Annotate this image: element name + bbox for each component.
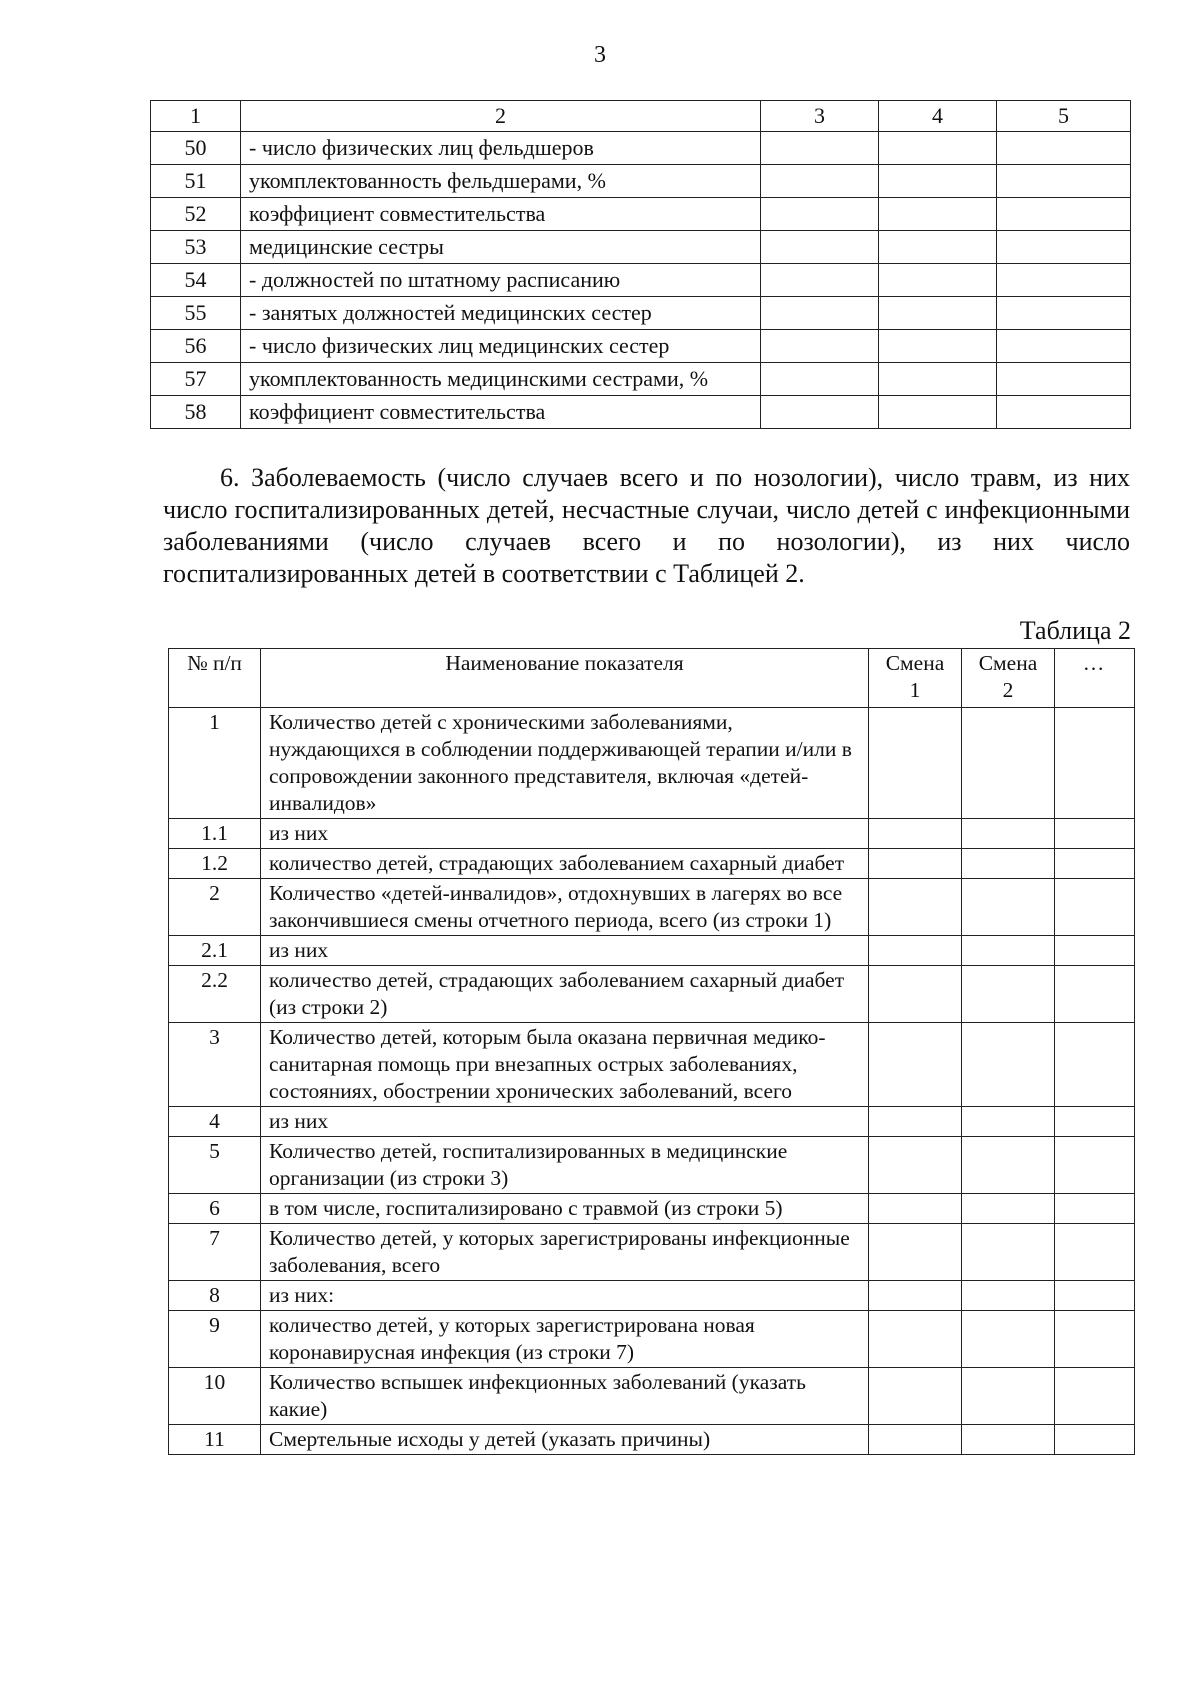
row-number: 51	[151, 165, 241, 198]
value-cell[interactable]	[962, 1107, 1055, 1137]
row-number: 1.2	[169, 849, 261, 879]
table1-header-col3: 3	[761, 101, 879, 132]
table2-header-num: № п/п	[169, 649, 261, 708]
value-cell[interactable]	[761, 396, 879, 429]
value-cell[interactable]	[761, 132, 879, 165]
value-cell[interactable]	[1055, 1224, 1135, 1281]
value-cell[interactable]	[869, 1425, 962, 1455]
value-cell[interactable]	[869, 1368, 962, 1425]
staffing-table	[150, 100, 1131, 429]
table-row	[169, 1425, 1135, 1455]
value-cell[interactable]	[879, 231, 997, 264]
shift2-label: Смена	[978, 651, 1038, 675]
value-cell[interactable]	[761, 363, 879, 396]
value-cell[interactable]	[997, 330, 1131, 363]
value-cell[interactable]	[761, 231, 879, 264]
shift1-label: Смена	[885, 651, 945, 675]
table-row	[151, 330, 1131, 363]
value-cell[interactable]	[869, 708, 962, 819]
value-cell[interactable]	[1055, 1281, 1135, 1311]
row-label: Количество детей, у которых зарегистрированы инфекционные заболевания, всего	[261, 1224, 869, 1281]
value-cell[interactable]	[879, 363, 997, 396]
row-number: 4	[169, 1107, 261, 1137]
row-number: 2.1	[169, 936, 261, 966]
row-label: из них	[261, 1107, 869, 1137]
value-cell[interactable]	[869, 936, 962, 966]
value-cell[interactable]	[962, 966, 1055, 1023]
row-label: - должностей по штатному расписанию	[241, 264, 761, 297]
row-label: количество детей, у которых зарегистрирована новая коронавирусная инфекция (из строки 7)	[261, 1311, 869, 1368]
value-cell[interactable]	[1055, 966, 1135, 1023]
value-cell[interactable]	[962, 819, 1055, 849]
row-number: 2	[169, 879, 261, 936]
row-label: Количество детей с хроническими заболеваниями, нуждающихся в соблюдении поддерживающей терапии и/или в сопровождении законного представителя, включая «детей-инвалидов»	[261, 708, 869, 819]
value-cell[interactable]	[997, 198, 1131, 231]
value-cell[interactable]	[869, 966, 962, 1023]
table1-header-col2: 2	[241, 101, 761, 132]
value-cell[interactable]	[1055, 1311, 1135, 1368]
row-number: 10	[169, 1368, 261, 1425]
table-row	[169, 1311, 1135, 1368]
table2-header-row	[169, 649, 1135, 708]
value-cell[interactable]	[761, 165, 879, 198]
shift2-number: 2	[1002, 678, 1014, 702]
value-cell[interactable]	[1055, 1368, 1135, 1425]
value-cell[interactable]	[1055, 1137, 1135, 1194]
value-cell[interactable]	[962, 1281, 1055, 1311]
value-cell[interactable]	[962, 1023, 1055, 1107]
value-cell[interactable]	[869, 1107, 962, 1137]
value-cell[interactable]	[1055, 849, 1135, 879]
value-cell[interactable]	[962, 849, 1055, 879]
row-number: 6	[169, 1194, 261, 1224]
row-label: коэффициент совместительства	[241, 198, 761, 231]
value-cell[interactable]	[962, 1368, 1055, 1425]
table2-header-shift1	[869, 649, 962, 708]
table-row	[151, 198, 1131, 231]
table-row	[151, 264, 1131, 297]
value-cell[interactable]	[869, 1023, 962, 1107]
table-row	[169, 1281, 1135, 1311]
value-cell[interactable]	[879, 330, 997, 363]
row-number: 52	[151, 198, 241, 231]
value-cell[interactable]	[1055, 1023, 1135, 1107]
table-row	[169, 936, 1135, 966]
row-label: Количество детей, которым была оказана первичная медико-санитарная помощь при внезапных острых заболеваниях, состояниях, обострении хронических заболеваний, всего	[261, 1023, 869, 1107]
value-cell[interactable]	[761, 297, 879, 330]
row-label: Количество детей, госпитализированных в медицинские организации (из строки 3)	[261, 1137, 869, 1194]
table-row	[169, 1137, 1135, 1194]
value-cell[interactable]	[879, 396, 997, 429]
table2-header-name: Наименование показателя	[261, 649, 869, 708]
value-cell[interactable]	[962, 1194, 1055, 1224]
row-number: 1.1	[169, 819, 261, 849]
table-row	[151, 396, 1131, 429]
value-cell[interactable]	[869, 849, 962, 879]
table1-header-row	[151, 101, 1131, 132]
value-cell[interactable]	[869, 1137, 962, 1194]
row-label: из них:	[261, 1281, 869, 1311]
row-label: количество детей, страдающих заболеванием сахарный диабет (из строки 2)	[261, 966, 869, 1023]
row-number: 5	[169, 1137, 261, 1194]
value-cell[interactable]	[1055, 708, 1135, 819]
value-cell[interactable]	[879, 198, 997, 231]
section-6-text: 6. Заболеваемость (число случаев всего и по нозологии), число травм, из них число госпитализированных детей, несчастные случаи, число детей с инфекционными заболеваниями (число случаев всего и по нозологии), из них число госпитализированных детей в соответствии с Таблицей 2.	[163, 463, 1130, 588]
value-cell[interactable]	[869, 1224, 962, 1281]
row-label: Количество «детей-инвалидов», отдохнувших в лагерях во все закончившиеся смены отчетного периода, всего (из строки 1)	[261, 879, 869, 936]
table-row	[169, 879, 1135, 936]
row-label: - число физических лиц фельдшеров	[241, 132, 761, 165]
row-number: 57	[151, 363, 241, 396]
value-cell[interactable]	[997, 264, 1131, 297]
value-cell[interactable]	[869, 1194, 962, 1224]
row-number: 8	[169, 1281, 261, 1311]
morbidity-table	[168, 648, 1135, 1455]
row-label: укомплектованность медицинскими сестрами, %	[241, 363, 761, 396]
row-label: в том числе, госпитализировано с травмой (из строки 5)	[261, 1194, 869, 1224]
row-number: 56	[151, 330, 241, 363]
value-cell[interactable]	[879, 132, 997, 165]
table-row	[169, 966, 1135, 1023]
row-number: 11	[169, 1425, 261, 1455]
table-row	[151, 231, 1131, 264]
table2-header-more: …	[1055, 649, 1135, 708]
value-cell[interactable]	[997, 132, 1131, 165]
table-row	[169, 1194, 1135, 1224]
row-number: 7	[169, 1224, 261, 1281]
table-row	[151, 132, 1131, 165]
row-label: из них	[261, 936, 869, 966]
row-label: - занятых должностей медицинских сестер	[241, 297, 761, 330]
value-cell[interactable]	[962, 1224, 1055, 1281]
table1-header-col5: 5	[997, 101, 1131, 132]
row-label: Смертельные исходы у детей (указать причины)	[261, 1425, 869, 1455]
value-cell[interactable]	[997, 363, 1131, 396]
row-label: из них	[261, 819, 869, 849]
row-label: медицинские сестры	[241, 231, 761, 264]
value-cell[interactable]	[962, 1137, 1055, 1194]
table1-header-col4: 4	[879, 101, 997, 132]
shift1-number: 1	[909, 678, 921, 702]
value-cell[interactable]	[962, 1425, 1055, 1455]
value-cell[interactable]	[1055, 1425, 1135, 1455]
value-cell[interactable]	[1055, 1107, 1135, 1137]
value-cell[interactable]	[761, 264, 879, 297]
value-cell[interactable]	[879, 297, 997, 330]
value-cell[interactable]	[1055, 936, 1135, 966]
value-cell[interactable]	[879, 165, 997, 198]
value-cell[interactable]	[997, 297, 1131, 330]
row-number: 1	[169, 708, 261, 819]
value-cell[interactable]	[962, 936, 1055, 966]
table-row	[169, 1224, 1135, 1281]
row-number: 55	[151, 297, 241, 330]
row-number: 58	[151, 396, 241, 429]
table-row	[169, 849, 1135, 879]
row-label: количество детей, страдающих заболеванием сахарный диабет	[261, 849, 869, 879]
table-row	[169, 819, 1135, 849]
table-row	[169, 1107, 1135, 1137]
row-number: 3	[169, 1023, 261, 1107]
page-number: 3	[594, 42, 606, 68]
row-number: 50	[151, 132, 241, 165]
row-label: укомплектованность фельдшерами, %	[241, 165, 761, 198]
value-cell[interactable]	[869, 1281, 962, 1311]
row-number: 2.2	[169, 966, 261, 1023]
value-cell[interactable]	[962, 879, 1055, 936]
value-cell[interactable]	[1055, 879, 1135, 936]
row-label: Количество вспышек инфекционных заболеваний (указать какие)	[261, 1368, 869, 1425]
value-cell[interactable]	[1055, 819, 1135, 849]
table-row	[169, 1368, 1135, 1425]
value-cell[interactable]	[761, 198, 879, 231]
table-row	[151, 297, 1131, 330]
value-cell[interactable]	[997, 396, 1131, 429]
value-cell[interactable]	[869, 879, 962, 936]
table2-header-shift2	[962, 649, 1055, 708]
table1-header-col1: 1	[151, 101, 241, 132]
table-row	[151, 363, 1131, 396]
value-cell[interactable]	[761, 330, 879, 363]
value-cell[interactable]	[879, 264, 997, 297]
value-cell[interactable]	[962, 1311, 1055, 1368]
table-row	[169, 708, 1135, 819]
table-row	[169, 1023, 1135, 1107]
value-cell[interactable]	[869, 1311, 962, 1368]
value-cell[interactable]	[1055, 1194, 1135, 1224]
row-label: коэффициент совместительства	[241, 396, 761, 429]
table2-caption: Таблица 2	[1019, 616, 1131, 645]
value-cell[interactable]	[997, 231, 1131, 264]
row-number: 53	[151, 231, 241, 264]
row-number: 54	[151, 264, 241, 297]
value-cell[interactable]	[869, 819, 962, 849]
table-row	[151, 165, 1131, 198]
row-label: - число физических лиц медицинских сестер	[241, 330, 761, 363]
value-cell[interactable]	[962, 708, 1055, 819]
row-number: 9	[169, 1311, 261, 1368]
value-cell[interactable]	[997, 165, 1131, 198]
